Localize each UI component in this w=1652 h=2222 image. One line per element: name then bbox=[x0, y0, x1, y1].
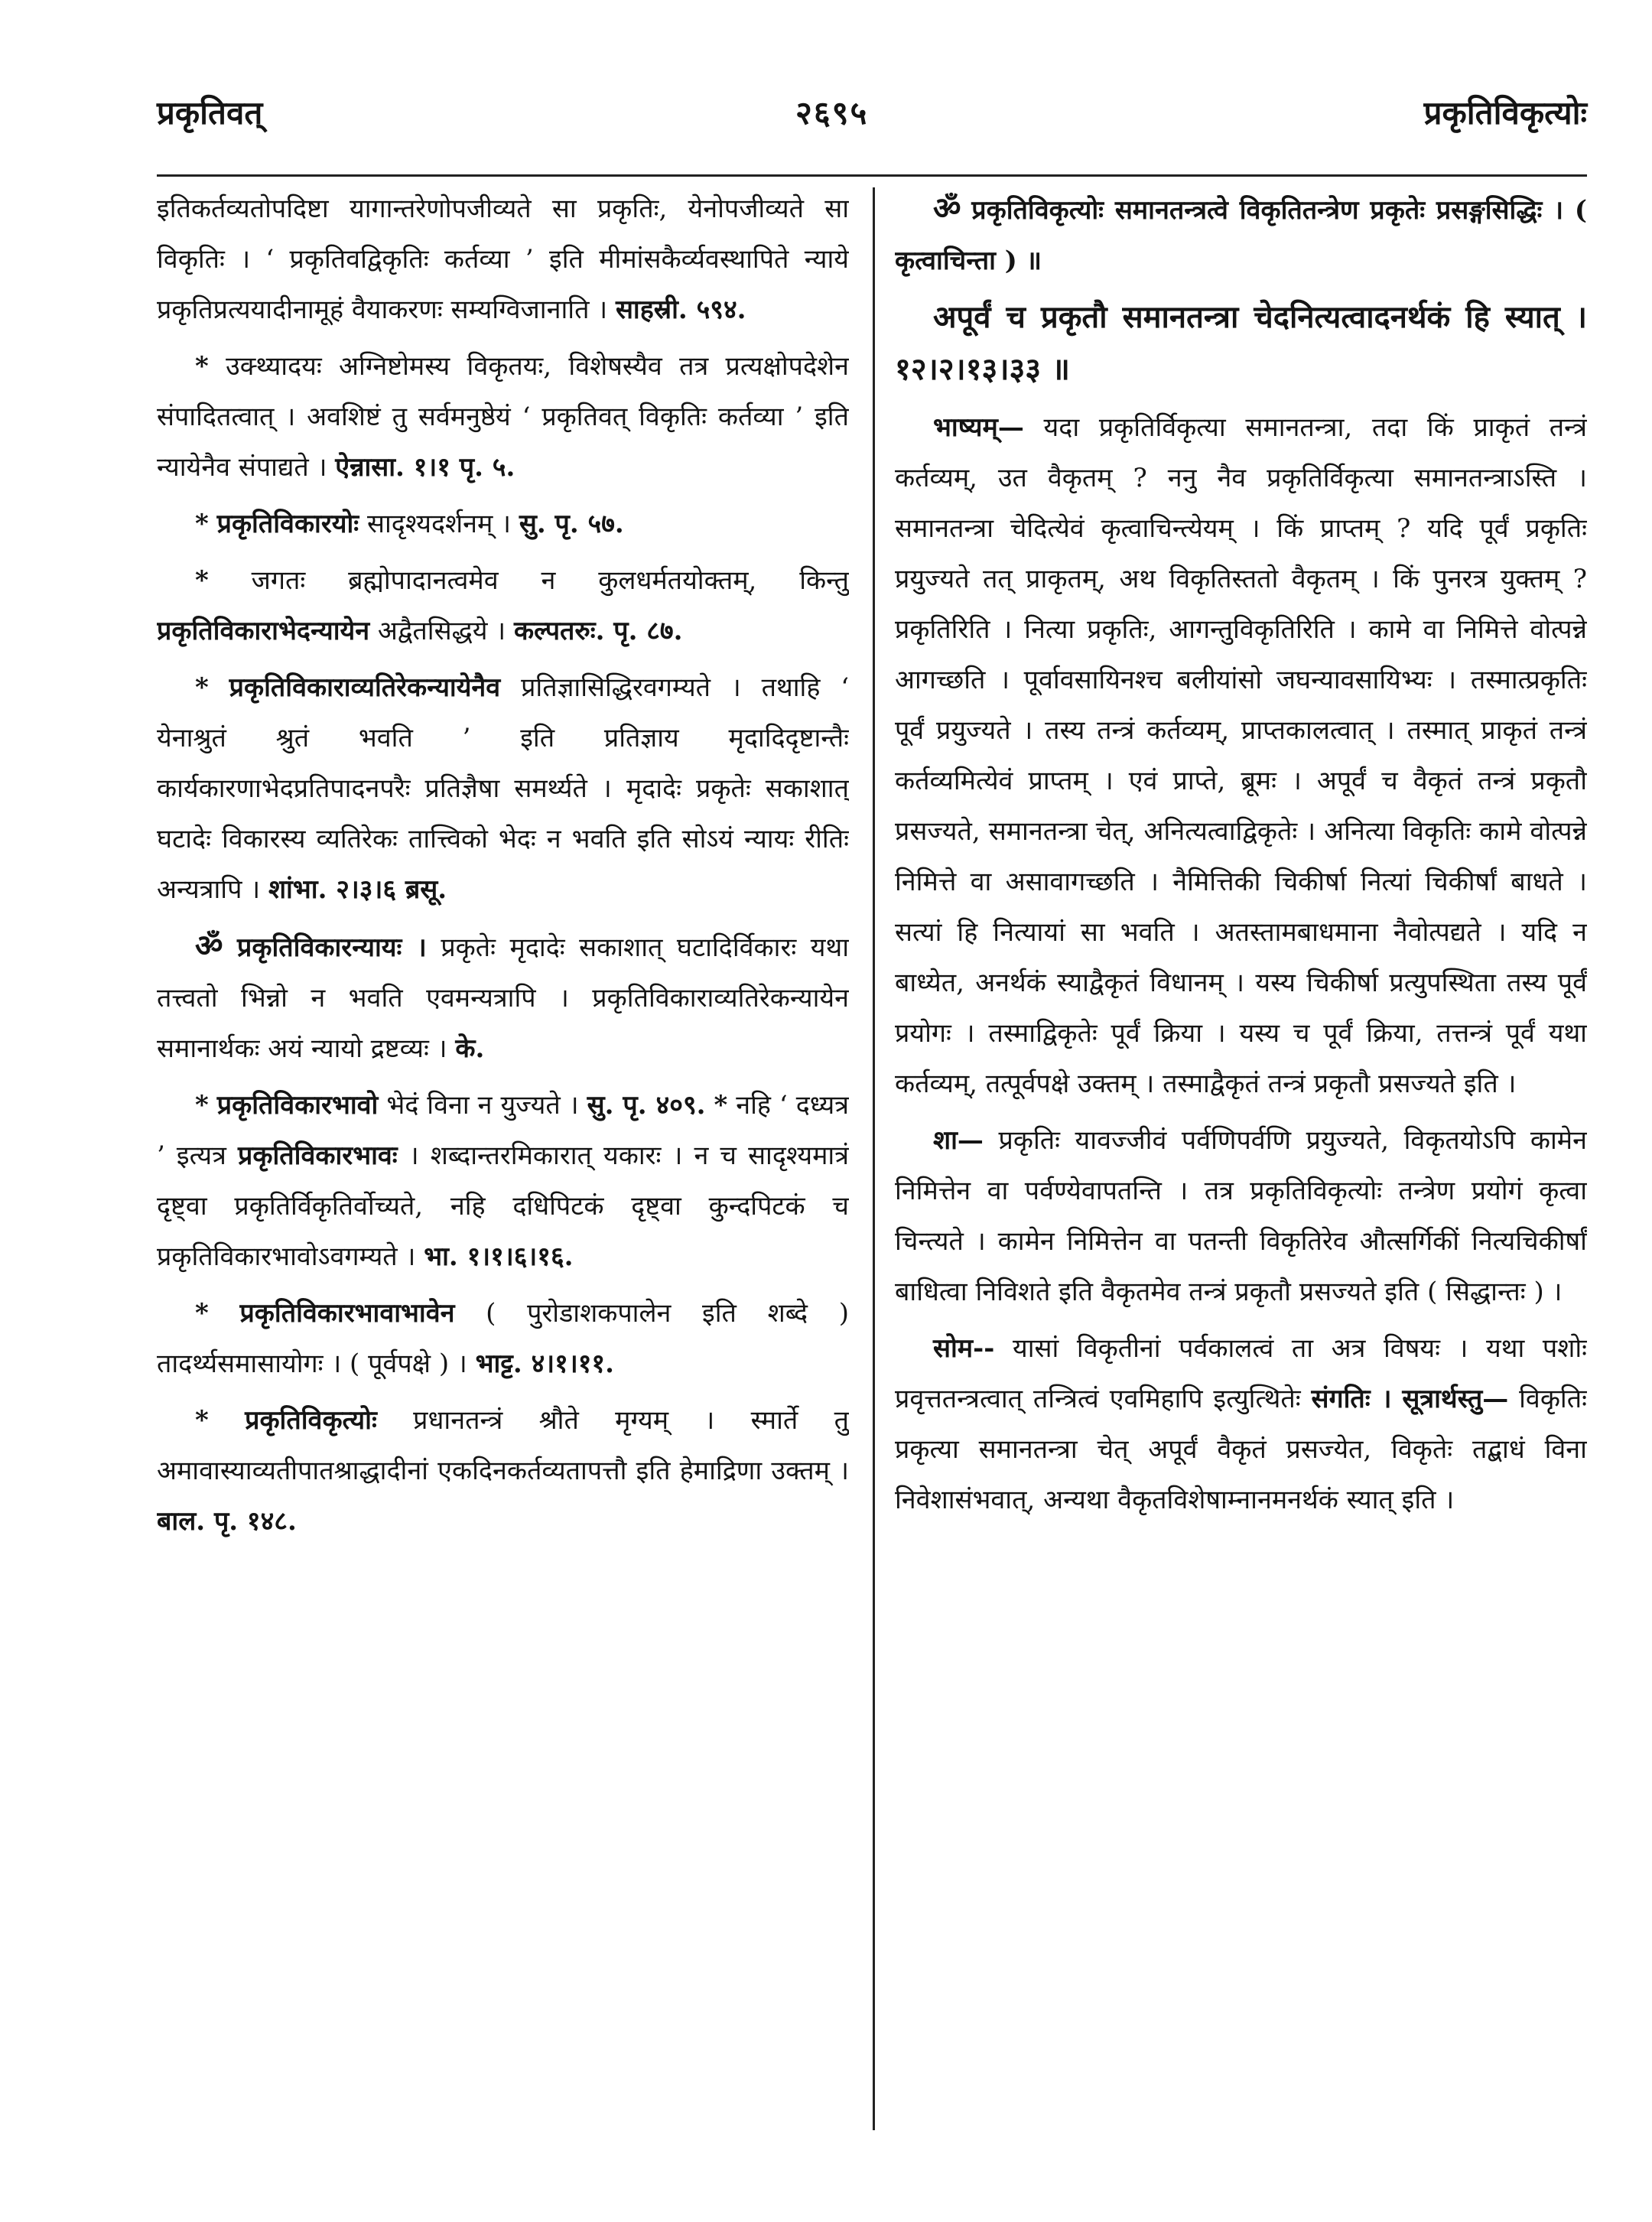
entry: * प्रकृतिविकारभावो भेदं विना न युज्यते । सु. पृ. ४०९. * नहि ‘ दध्यत्र ’ इत्यत्र प्रकृतिविकारभावः । शब्दान्तरमिकारात् यकारः । न च सादृश्यमात्रं दृष्ट्वा प्रकृतिर्विकृतिर्वोच्यते, नहि दधिपिटकं दृष्ट्वा कुन्दपिटकं च प्रकृतिविकारभावोऽवगम्यते । भा. १।१।६।१६. bbox=[157, 1090, 849, 1272]
soma-paragraph bbox=[895, 1323, 1587, 1525]
citation: सु. पृ. ५७. bbox=[519, 509, 624, 539]
sha-paragraph bbox=[895, 1115, 1587, 1317]
asterisk-marker: * bbox=[195, 565, 209, 596]
citation: भाट्ट. ४।१।११. bbox=[475, 1348, 614, 1379]
citation: ऐन्नासा. १।१ पृ. ५. bbox=[335, 452, 515, 483]
sha-label: शा— bbox=[933, 1125, 984, 1156]
header-left-keyword: प्रकृतिवत् bbox=[157, 94, 263, 132]
citation: बाल. पृ. १४८. bbox=[157, 1506, 297, 1537]
asterisk-marker: * bbox=[714, 1090, 728, 1121]
header-right-keyword: प्रकृतिविकृत्योः bbox=[1423, 94, 1587, 132]
citation: साहस्री. ५९४. bbox=[615, 294, 746, 325]
section-heading bbox=[895, 184, 1587, 286]
citation: कल्पतरुः. पृ. ८७. bbox=[514, 616, 683, 646]
entry-keyword: प्रकृतिविकारभावः bbox=[238, 1140, 398, 1171]
sutra bbox=[895, 292, 1587, 396]
left-column bbox=[157, 184, 849, 2172]
header-rule bbox=[157, 174, 1587, 177]
entry-keyword: प्रकृतिविकाराभेदन्यायेन bbox=[157, 616, 370, 646]
asterisk-marker: * bbox=[195, 1405, 209, 1436]
asterisk-marker: * bbox=[195, 1090, 209, 1121]
citation: सु. पृ. ४०९. bbox=[587, 1090, 706, 1121]
entry-keyword: प्रकृतिविकारन्यायः । bbox=[237, 932, 427, 963]
entry-keyword: प्रकृतिविकारयोः bbox=[216, 509, 359, 539]
entry: * प्रकृतिविकृत्योः प्रधानतन्त्रं श्रौते मृग्यम् । स्मार्ते तु अमावास्याव्यतीपातश्राद्धादीनां एकदिनकर्तव्यतापत्तौ इति हेमाद्रिणा उक्तम् । बाल. पृ. १४८. bbox=[157, 1405, 849, 1537]
sutra-text: अपूर्वं च प्रकृतौ समानतन्त्रा चेदनित्यत्वादनर्थकं हि स्यात् । १२।२।१३।३३ ॥ bbox=[895, 299, 1587, 387]
bhashya-label: भाष्यम्— bbox=[933, 412, 1024, 443]
entry: * प्रकृतिविकारयोः सादृश्यदर्शनम् । सु. पृ. ५७. bbox=[195, 509, 624, 539]
sutrartha-text: विकृतिः प्रकृत्या समानतन्त्रा चेत् अपूर्वं वैकृतं प्रसज्येत, विकृतेः तद्बाधं विना निवेशासंभवात्, अन्यथा वैकृतविशेषाम्नानमनर्थकं स्यात् इति । bbox=[895, 1384, 1587, 1515]
asterisk-marker: * bbox=[195, 351, 209, 382]
entry: * प्रकृतिविकारभावाभावेन ( पुरोडाशकपालेन इति शब्दे ) तादर्थ्यसमासायोगः । ( पूर्वपक्षे ) । भाट्ट. ४।१।११. bbox=[157, 1298, 849, 1379]
sangati-label: संगतिः । bbox=[1311, 1384, 1392, 1414]
asterisk-marker: * bbox=[195, 672, 209, 703]
sha-text: प्रकृतिः यावज्जीवं पर्वणिपर्वणि प्रयुज्यते, विकृतयोऽपि कामेन निमित्तेन वा पर्वण्येवापतन्ति । तत्र प्रकृतिविकृत्योः तन्त्रेण प्रयोगं कृत्वा चिन्त्यते । कामेन निमित्तेन वा पतन्ती विकृतिरेव औत्सर्गिकीं नित्यचिकीर्षां बाधित्वा निविशते इति वैकृतमेव तन्त्रं प्रकृतौ प्रसज्यते इति ( सिद्धान्तः ) । bbox=[895, 1125, 1587, 1307]
asterisk-marker: * bbox=[195, 1298, 209, 1329]
citation: के. bbox=[455, 1033, 485, 1064]
right-column bbox=[895, 184, 1587, 2172]
entry: इतिकर्तव्यतोपदिष्टा यागान्तरेणोपजीव्यते सा प्रकृतिः, येनोपजीव्यते सा विकृतिः । ‘ प्रकृतिवद्विकृतिः कर्तव्या ’ इति मीमांसकैर्व्यवस्थापिते न्याये प्रकृतिप्रत्ययादीनामूहं वैयाकरणः सम्यग्विजानाति । साहस्री. ५९४. bbox=[157, 194, 849, 325]
entry: ॐ प्रकृतिविकारन्यायः । प्रकृतेः मृदादेः सकाशात् घटादिर्विकारः यथा तत्त्वतो भिन्नो न भवति एवमन्यत्रापि । प्रकृतिविकाराव्यतिरेकन्यायेन समानार्थकः अयं न्यायो द्रष्टव्यः । के. bbox=[157, 928, 849, 1064]
entry-keyword: प्रकृतिविकारभावाभावेन bbox=[239, 1298, 455, 1329]
entry: * प्रकृतिविकाराव्यतिरेकन्यायेनैव प्रतिज्ञासिद्धिरवगम्यते । तथाहि ‘ येनाश्रुतं श्रुतं भवति ’ इति प्रतिज्ञाय मृदादिदृष्टान्तैः कार्यकारणाभेदप्रतिपादनपरैः प्रतिज्ञैषा समर्थ्यते । मृदादेः प्रकृतेः सकाशात् घटादेः विकारस्य व्यतिरेकः तात्त्विको भेदः न भवति इति सोऽयं न्यायः रीतिः अन्यत्रापि । शांभा. २।३।६ ब्रसू. bbox=[157, 672, 849, 905]
citation: शांभा. २।३।६ ब्रसू. bbox=[268, 874, 447, 905]
page-number: २६९५ bbox=[795, 94, 869, 132]
entry: * जगतः ब्रह्मोपादानत्वमेव न कुलधर्मतयोक्तम्, किन्तु प्रकृतिविकाराभेदन्यायेन अद्वैतसिद्धये । कल्पतरुः. पृ. ८७. bbox=[157, 565, 849, 646]
heading-text: प्रकृतिविकृत्योः समानतन्त्रत्वे विकृतितन्त्रेण प्रकृतेः प्रसङ्गसिद्धिः । ( कृत्वाचिन्ता ) ॥ bbox=[895, 195, 1587, 276]
asterisk-marker: * bbox=[195, 509, 209, 539]
citation: भा. १।१।६।१६. bbox=[424, 1241, 574, 1272]
bhashya-text: यदा प्रकृतिर्विकृत्या समानतन्त्रा, तदा किं प्राकृतं तन्त्रं कर्तव्यम्, उत वैकृतम् ? ननु नैव प्रकृतिर्विकृत्या समानतन्त्राऽस्ति । समानतन्त्रा चेदित्येवं कृत्वाचिन्त्येयम् । किं प्राप्तम् ? यदि पूर्वं प्रकृतिः प्रयुज्यते तत् प्राकृतम्, अथ विकृतिस्ततो वैकृतम् । किं पुनरत्र युक्तम् ? प्रकृतिरिति । नित्या प्रकृतिः, आगन्तुविकृतिरिति । कामे वा निमित्ते वोत्पन्ने आगच्छति । पूर्वावसायिनश्च बलीयांसो जघन्यावसायिभ्यः । तस्मात्प्रकृतिः पूर्वं प्रयुज्यते । तस्य तन्त्रं कर्तव्यम्, प्राप्तकालत्वात् । तस्मात् प्राकृतं तन्त्रं कर्तव्यमित्येवं प्राप्तम् । एवं प्राप्ते, ब्रूमः । अपूर्वं च वैकृतं तन्त्रं प्रकृतौ प्रसज्यते, समानतन्त्रा चेत्, अनित्यत्वाद्विकृतेः । अनित्या विकृतिः कामे वोत्पन्ने निमित्ते वा असावागच्छति । नैमित्तिकी चिकीर्षा नित्यां चिकीर्षां बाधते । सत्यां हि नित्यायां सा भवति । अतस्तामबाधमाना नैवोत्पद्यते । यदि न बाध्येत, अनर्थकं स्याद्वैकृतं विधानम् । यस्य चिकीर्षा प्रत्युपस्थिता तस्य पूर्वं प्रयोगः । तस्माद्विकृतेः पूर्वं क्रिया । यस्य च पूर्वं क्रिया, तत्तन्त्रं पूर्वं यथा कर्तव्यम्, तत्पूर्वपक्षे उक्तम् । तस्माद्वैकृतं तन्त्रं प्रकृतौ प्रसज्यते इति । bbox=[895, 412, 1587, 1099]
entry: * उक्थ्यादयः अग्निष्टोमस्य विकृतयः, विशेषस्यैव तत्र प्रत्यक्षोपदेशेन संपादितत्वात् । अवशिष्टं तु सर्वमनुष्ठेयं ‘ प्रकृतिवत् विकृतिः कर्तव्या ’ इति न्यायेनैव संपाद्यते । ऐन्नासा. १।१ पृ. ५. bbox=[157, 351, 849, 483]
entry-keyword: प्रकृतिविकृत्योः bbox=[245, 1405, 377, 1436]
bhashya-paragraph bbox=[895, 402, 1587, 1109]
om-marker: ॐ bbox=[195, 928, 223, 964]
om-marker: ॐ bbox=[933, 190, 961, 226]
soma-label: सोम-- bbox=[933, 1333, 995, 1364]
column-divider bbox=[873, 187, 875, 2130]
sutrartha-label: सूत्रार्थस्तु— bbox=[1402, 1384, 1509, 1414]
soma-text: यासां विकृतीनां पर्वकालत्वं ता अत्र विषयः । यथा पशोः प्रवृत्ततन्त्रत्वात् तन्त्रित्वं एवमिहापि इत्युत्थितेः bbox=[895, 1333, 1587, 1414]
entry-keyword: प्रकृतिविकाराव्यतिरेकन्यायेनैव bbox=[229, 672, 501, 703]
page-header bbox=[157, 90, 1587, 151]
entry-keyword: प्रकृतिविकारभावो bbox=[216, 1090, 379, 1121]
